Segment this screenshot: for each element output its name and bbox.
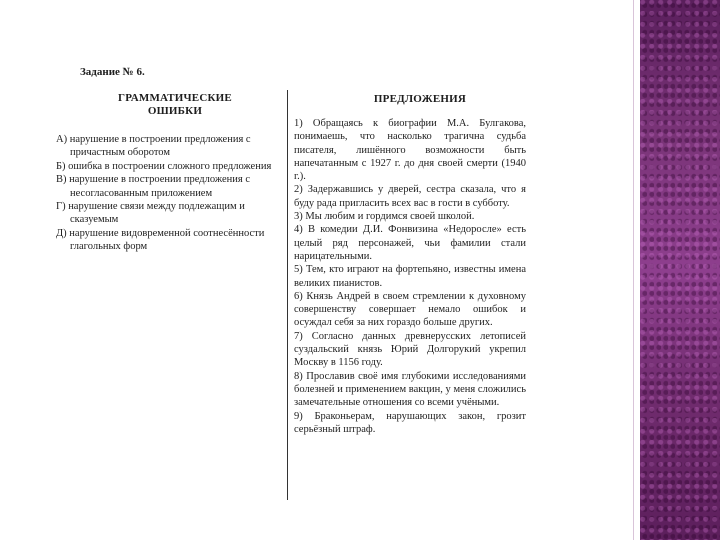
error-item: В) нарушение в построении предложения с несогласованным приложением (56, 174, 250, 199)
task-title: Задание № 6. (80, 66, 145, 78)
error-item: Г) нарушение связи между подлежащим и сказуемым (56, 201, 245, 226)
sentence-item: 6) Князь Андрей в своем стремлении к духовному совершенству совершает немало ошибок и осуждал себя за них гораздо больше других. (294, 290, 526, 329)
sentence-item: 9) Браконьерам, нарушающих закон, грозит серьёзный штраф. (294, 410, 526, 435)
sentence-item: 3) Мы любим и гордимся своей школой. (294, 211, 475, 223)
sentences-list (294, 117, 526, 436)
sentence-item: 4) В комедии Д.И. Фонвизина «Недоросле» есть целый ряд персонажей, чьи фамилии стали нарицательными. (294, 224, 526, 262)
error-item: А) нарушение в построении предложения с причастным оборотом (56, 134, 251, 159)
errors-column-header: ГРАММАТИЧЕСКИЕ ОШИБКИ (118, 92, 232, 117)
sentence-item: 7) Согласно данных древнерусских летописей суздальский князь Юрий Долгорукий укрепил Москву в 1156 году. (294, 330, 526, 369)
errors-list (56, 133, 284, 254)
sentence-item: 5) Тем, кто играют на фортепьяно, известны имена великих пианистов. (294, 264, 526, 289)
decorative-side-panel (640, 0, 720, 540)
error-item: Б) ошибка в построении сложного предложения (56, 160, 272, 172)
sentences-column-header: ПРЕДЛОЖЕНИЯ (373, 93, 467, 105)
sentence-item: 8) Прославив своё имя глубокими исследованиями болезней и применением вакцин, у меня сложились замечательные отношения со всеми учёными. (294, 370, 526, 409)
panel-border (633, 0, 634, 540)
error-item: Д) нарушение видовременной соотнесённости глагольных форм (56, 227, 265, 253)
column-divider (287, 90, 288, 500)
sentence-item: 2) Задержавшись у дверей, сестра сказала, что я буду рада пригласить всех вас в гости в субботу. (294, 184, 526, 209)
sentence-item: 1) Обращаясь к биографии М.А. Булгакова, понимаешь, что насколько трагична судьба писателя, лишённого возможности быть напечатанным с 1927 г. до дня своей смерти (1940 г.). (294, 118, 526, 183)
